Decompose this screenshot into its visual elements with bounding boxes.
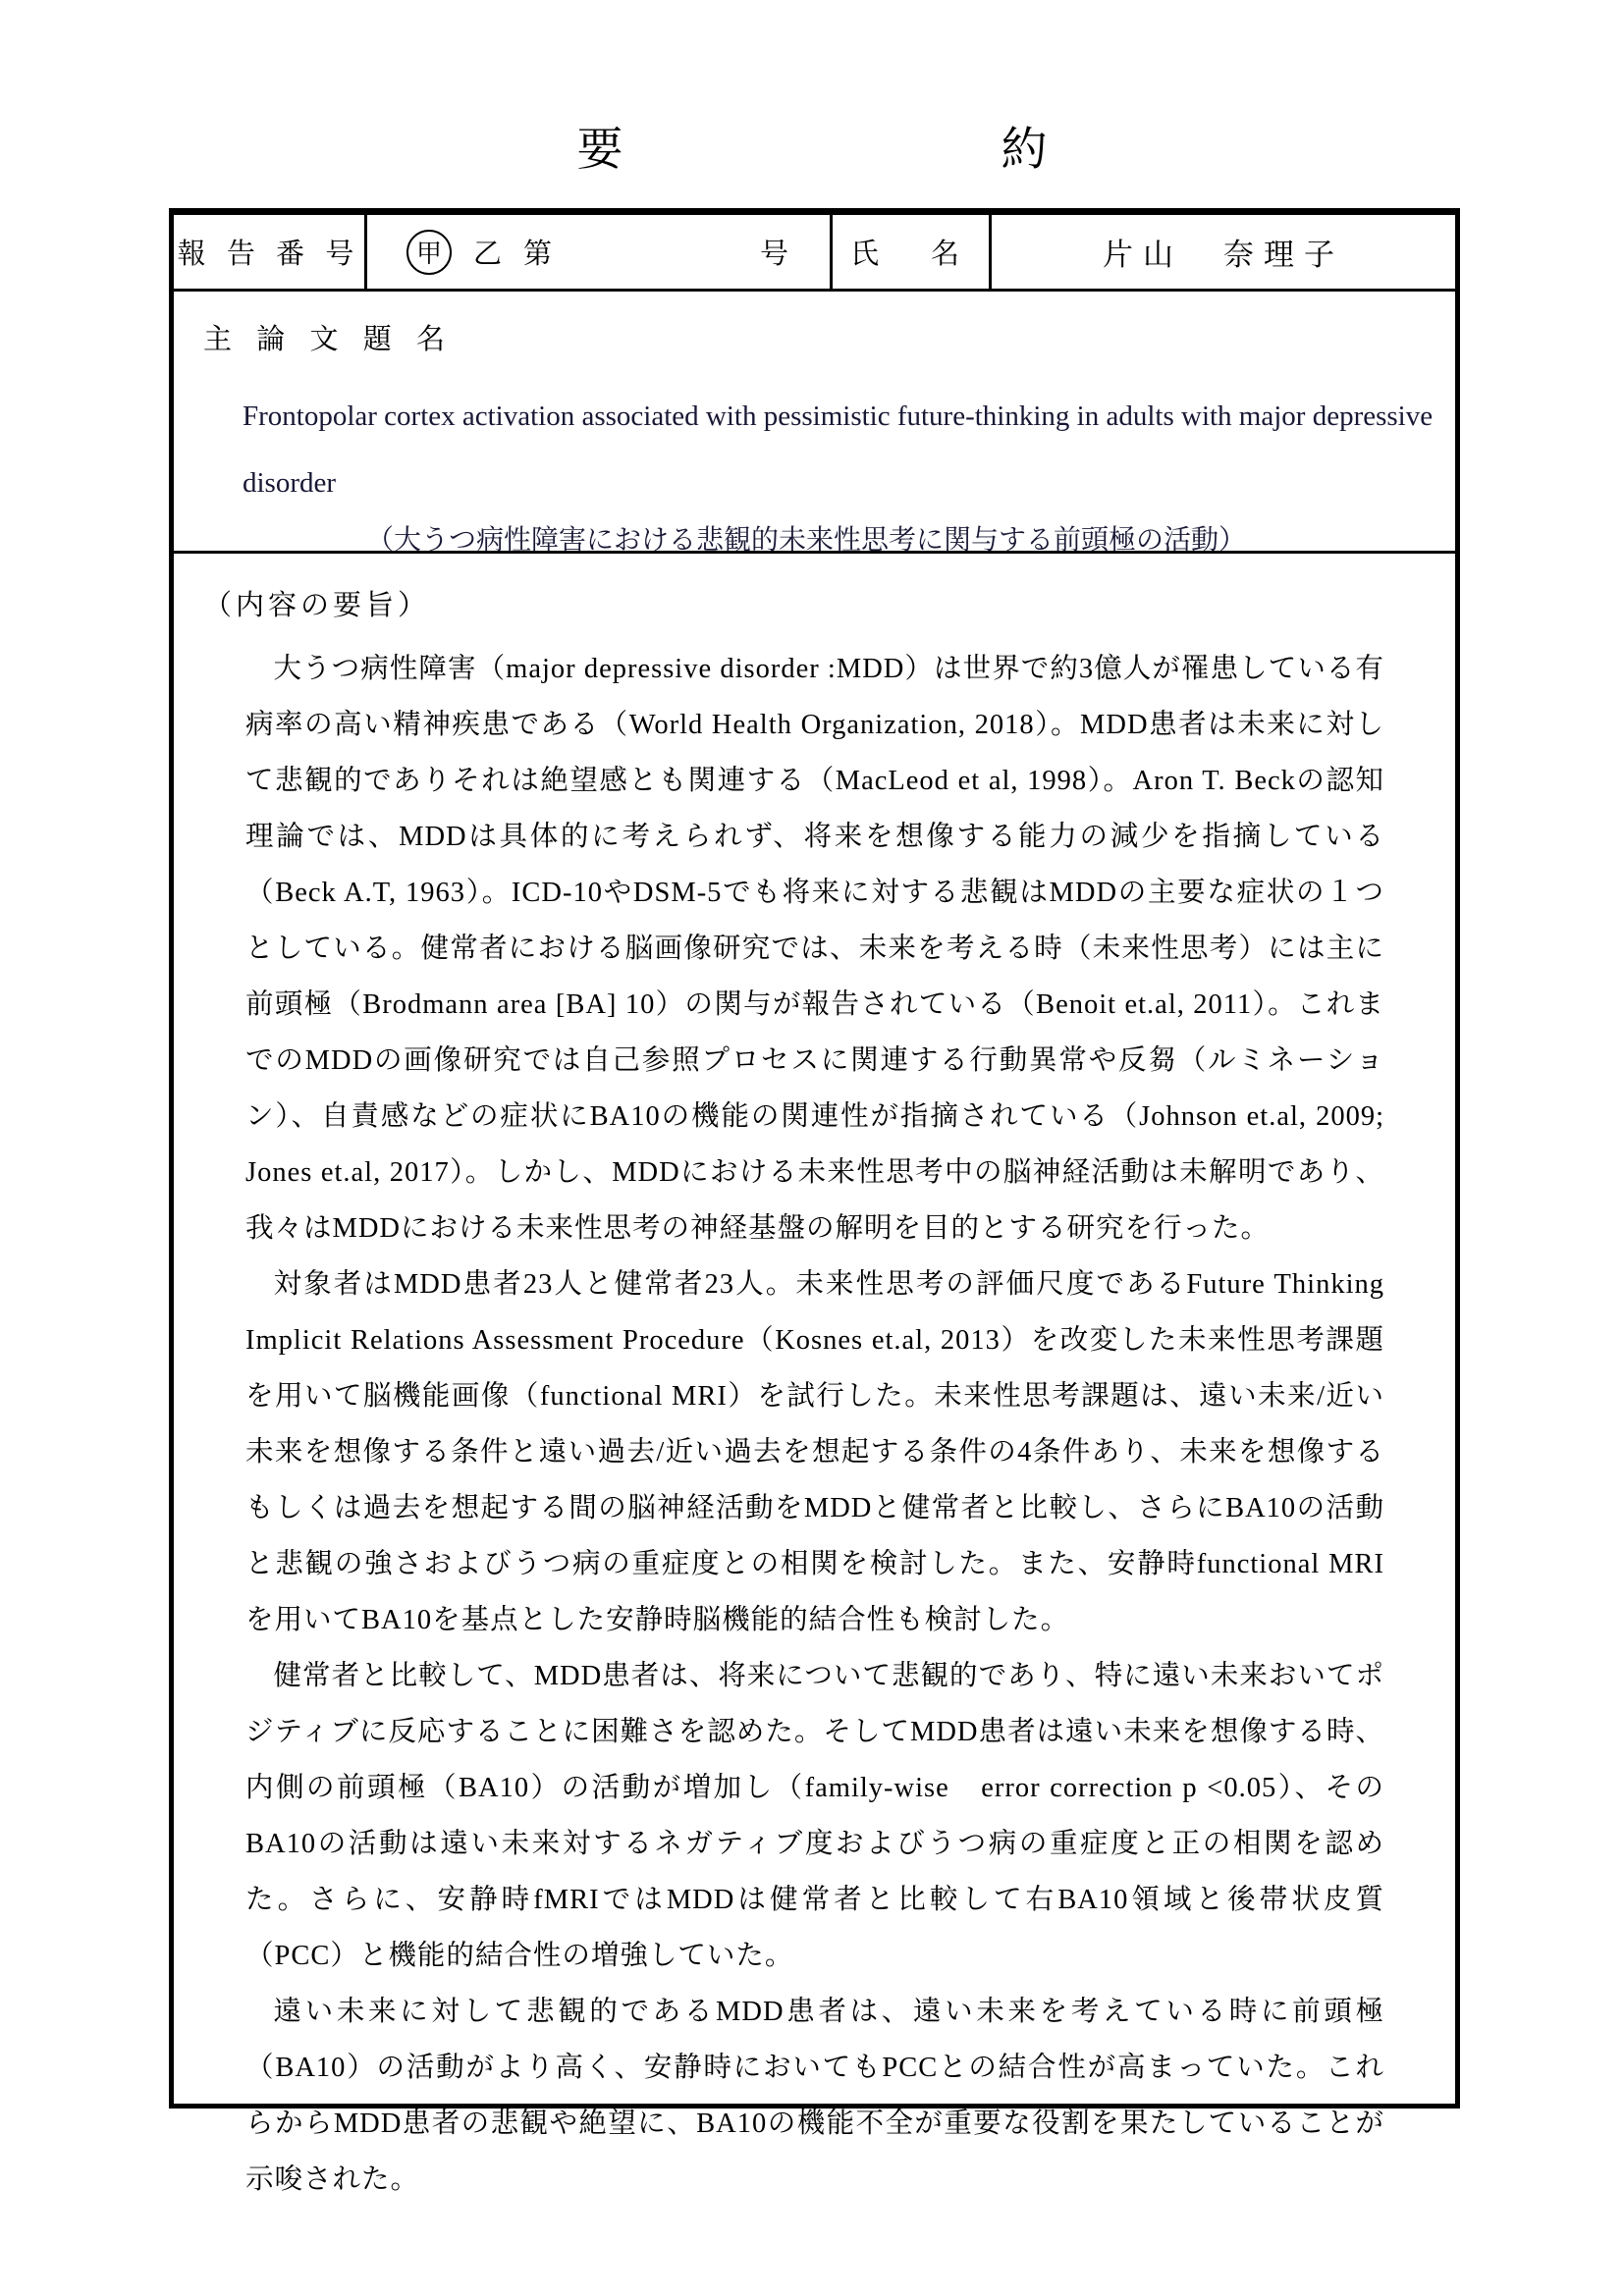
name-value: 片山 奈理子 xyxy=(1103,238,1344,272)
page-title-char-yaku: 約 xyxy=(1001,125,1048,176)
abstract-paragraph-4: 遠い未来に対して悲観的であるMDD患者は、遠い未来を考えている時に前頭極（BA10）の活動がより高く、安静時においてもPCCとの結合性が高まっていた。これらからMDD患者の悲観や絶望に、BA10の機能不全が重要な役割を果たしていることが示唆された。 xyxy=(245,1997,1384,2195)
go-char: 号 xyxy=(759,239,788,270)
page-title xyxy=(0,0,1624,174)
otsu-char: 乙 xyxy=(473,239,503,270)
name-value-cell xyxy=(992,215,1455,289)
thesis-title-label: 主 論 文 題 名 xyxy=(203,324,455,355)
abstract-section xyxy=(174,554,1455,2208)
abstract-label: （内容の要旨） xyxy=(203,590,431,621)
name-label-cell xyxy=(833,215,992,289)
report-number-label-cell xyxy=(174,215,367,289)
report-number-label: 報 告 番 号 xyxy=(177,239,361,270)
report-number-value-cell xyxy=(367,215,833,289)
abstract-body xyxy=(245,641,1384,2208)
thesis-title-english: Frontopolar cortex activation associated with pessimistic future-thinking in adults with major depressive disorder xyxy=(243,400,1434,499)
thesis-title-japanese: （大うつ病性障害における悲観的未来性思考に関与する前頭極の活動） xyxy=(366,525,1247,556)
abstract-paragraph-2: 対象者はMDD患者23人と健常者23人。未来性思考の評価尺度であるFuture Thinking Implicit Relations Assessment Procedure（Kosnes et.al, 2013）を改変した未来性思考課題を用いて脳機能画像（functional MRI）を試行した。未来性思考課題は、遠い未来/近い未来を想像する条件と遠い過去/近い過去を想起する条件の4条件あり、未来を想像するもしくは過去を想起する間の脳神経活動をMDDと健常者と比較し、さらにBA10の活動と悲観の強さおよびうつ病の重症度との相関を検討した。また、安静時functional MRIを用いてBA10を基点とした安静時脳機能的結合性も検討した。 xyxy=(245,1269,1384,1635)
abstract-paragraph-1: 大うつ病性障害（major depressive disorder :MDD）は世界で約3億人が罹患している有病率の高い精神疾患である（World Health Organization, 2018）。MDD患者は未来に対して悲観的でありそれは絶望感とも関連する（MacLeod et al, 1998）。Aron T. Beckの認知理論では、MDDは具体的に考えられず、将来を想像する能力の減少を指摘している（Beck A.T, 1963）。ICD-10やDSM-5でも将来に対する悲観はMDDの主要な症状の１つとしている。健常者における脳画像研究では、未来を考える時（未来性思考）には主に前頭極（Brodmann area [BA] 10）の関与が報告されている（Benoit et.al, 2011）。これまでのMDDの画像研究では自己参照プロセスに関連する行動異常や反芻（ルミネーション）、自責感などの症状にBA10の機能の関連性が指摘されている（Johnson et.al, 2009; Jones et.al, 2017）。しかし、MDDにおける未来性思考中の脳神経活動は未解明であり、我々はMDDにおける未来性思考の神経基盤の解明を目的とする研究を行った。 xyxy=(245,654,1384,1244)
page-title-char-you: 要 xyxy=(576,125,623,176)
summary-table xyxy=(169,208,1460,2195)
kou-circled-mark: 甲 xyxy=(406,230,452,275)
report-header-row xyxy=(174,215,1455,292)
thesis-title-section xyxy=(174,292,1455,554)
name-label: 氏 名 xyxy=(849,239,971,270)
dai-char: 第 xyxy=(523,239,553,270)
abstract-paragraph-3: 健常者と比較して、MDD患者は、将来について悲観的であり、特に遠い未来おいてポジティブに反応することに困難さを認めた。そしてMDD患者は遠い未来を想像する時、内側の前頭極（BA10）の活動が増加し（family-wise error correction p <0.05）、そのBA10の活動は遠い未来対するネガティブ度およびうつ病の重症度と正の相関を認めた。さらに、安静時fMRIではMDDは健常者と比較して右BA10領域と後帯状皮質（PCC）と機能的結合性の増強していた。 xyxy=(245,1661,1384,1971)
